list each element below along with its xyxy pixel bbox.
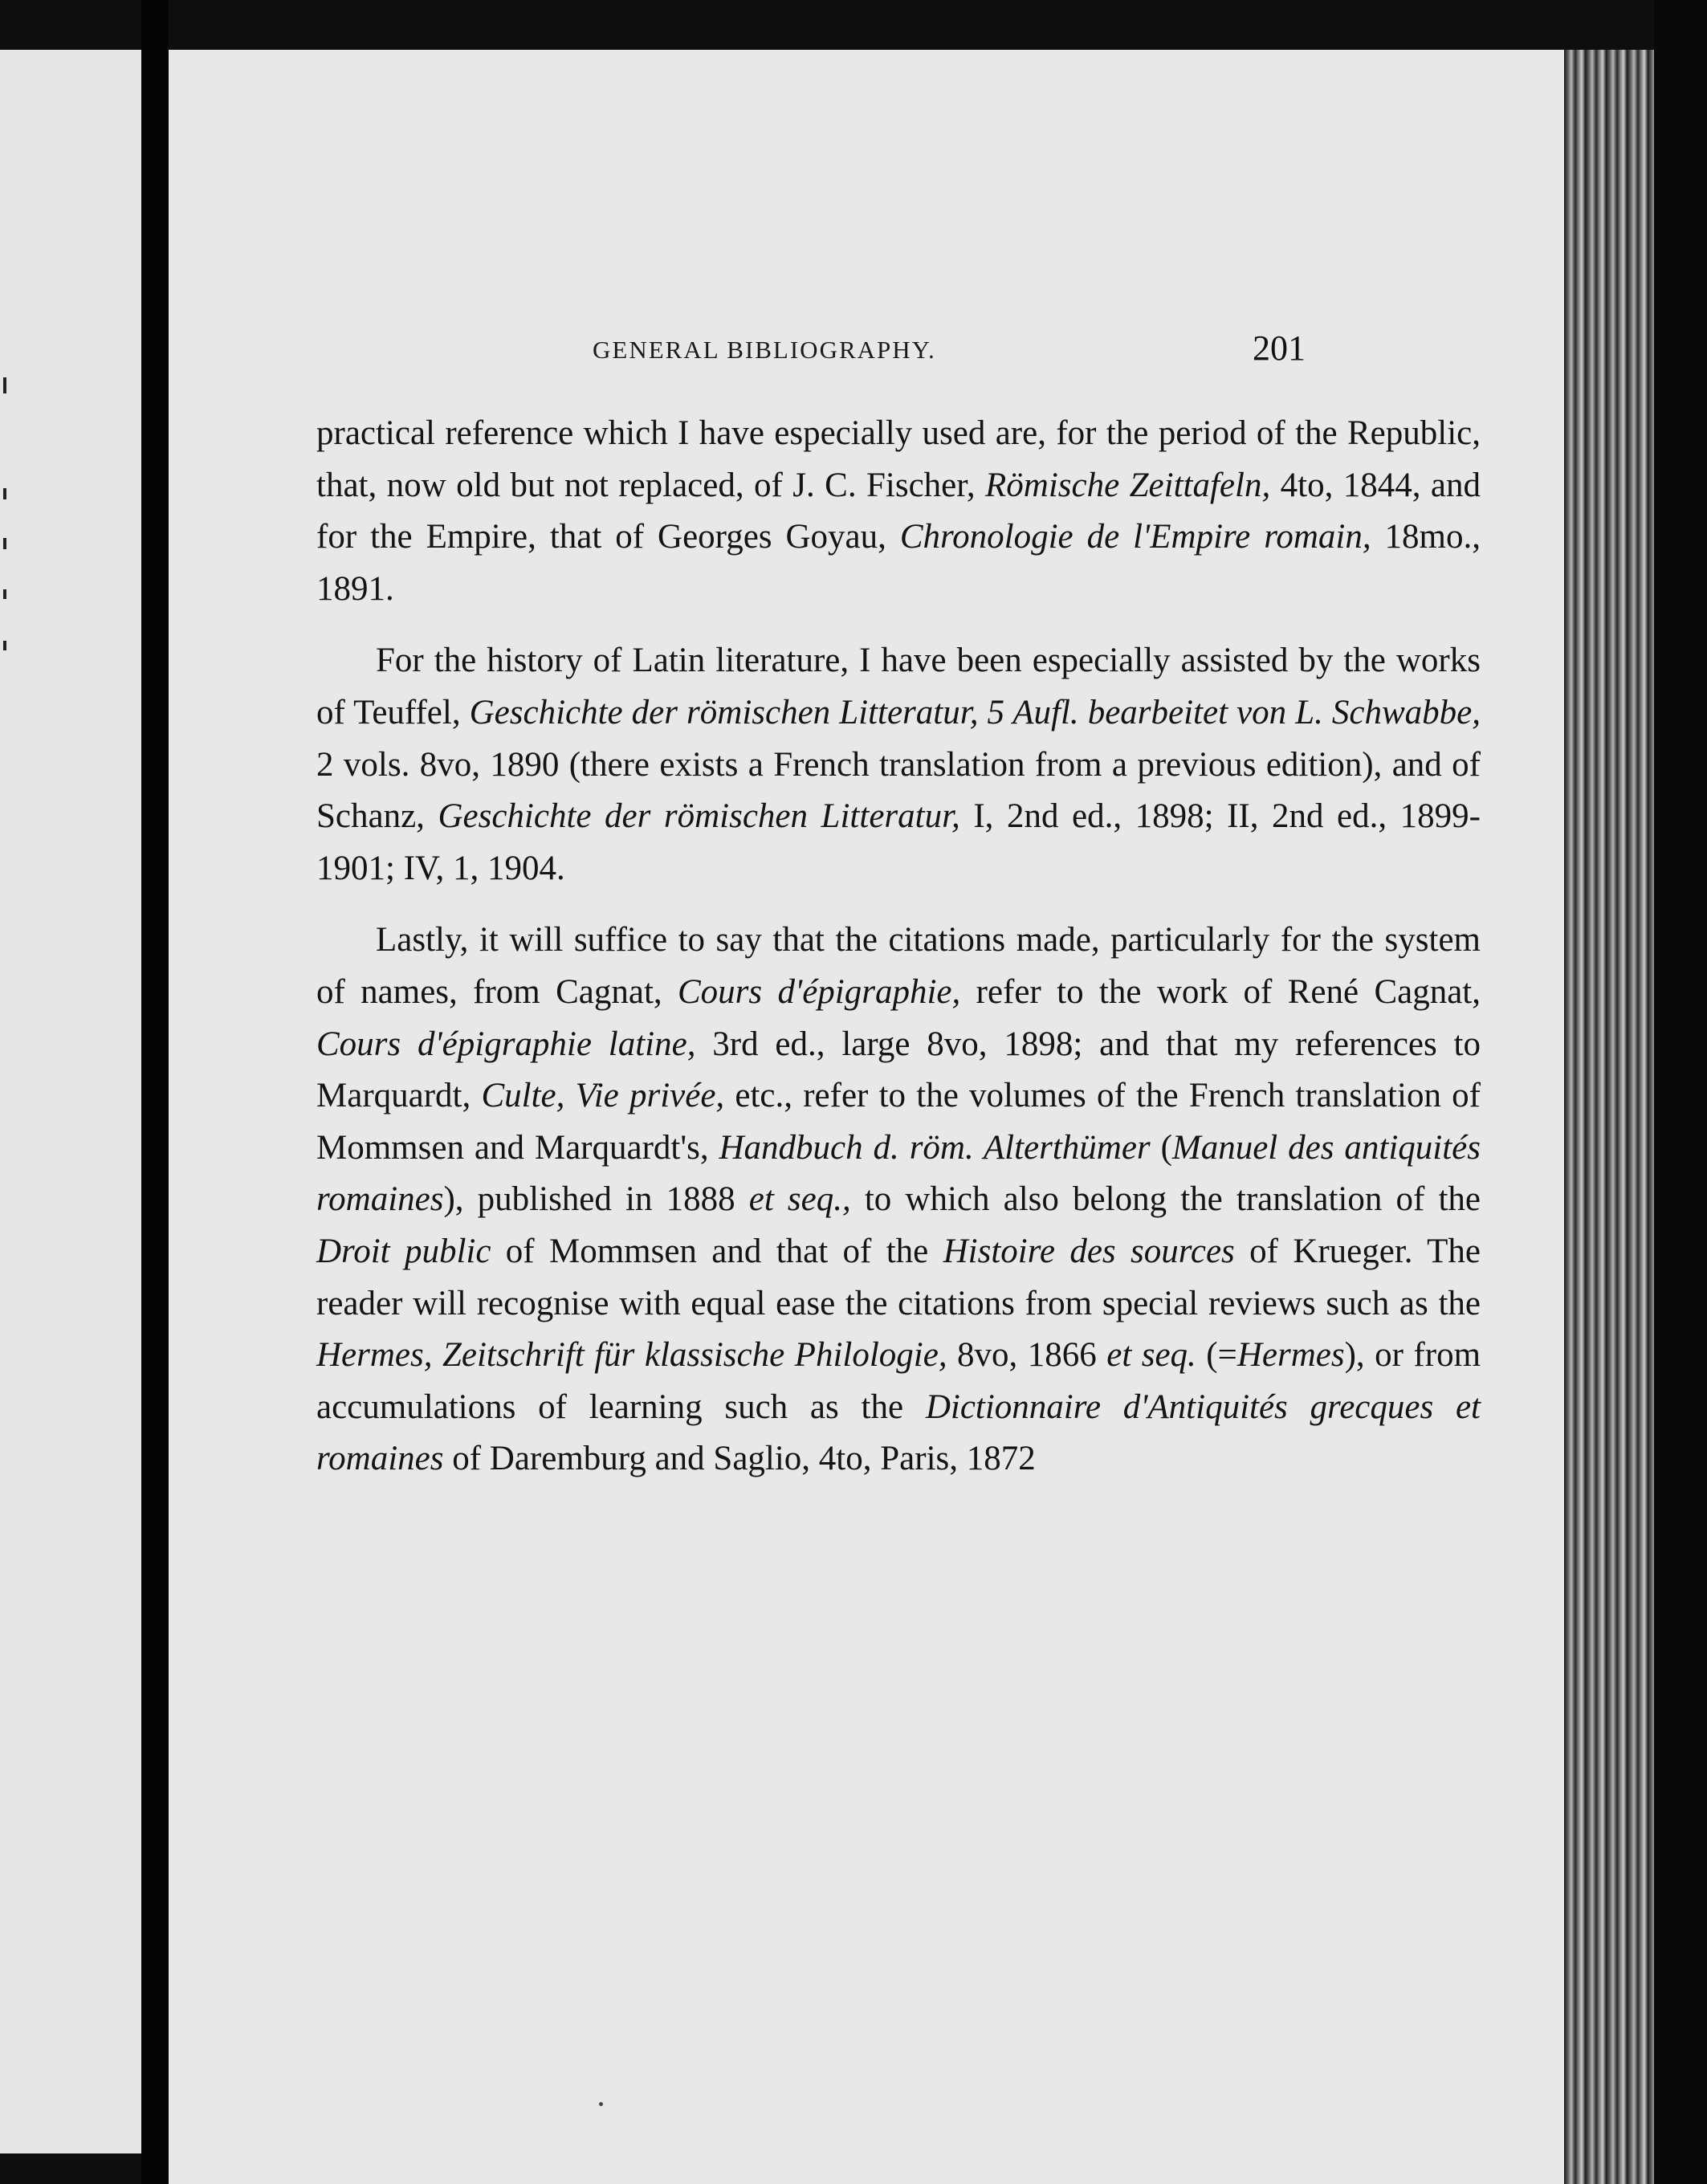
- paragraph: [316, 408, 1481, 615]
- text-run: 8vo, 1866: [947, 1336, 1107, 1375]
- text-run: practical reference which I have especially used are, for the period of the Republic, that, now old but not replaced, of J. C. Fischer,: [316, 414, 1481, 504]
- italic-title: Histoire des sources: [943, 1232, 1235, 1270]
- text-run: of Krueger. The reader will recognise with equal ease the citations from special reviews such as the: [316, 1232, 1481, 1322]
- running-title: GENERAL BIBLIOGRAPHY.: [593, 336, 936, 364]
- text-run: ), or from accumulations of learning such as the: [316, 1336, 1481, 1426]
- body-text: [316, 408, 1481, 1485]
- paragraph: [316, 915, 1481, 1485]
- text-run: 4to, 1844, and for the Empire, that of Georges Goyau,: [316, 466, 1481, 556]
- text-run: (=: [1196, 1336, 1237, 1375]
- book-page: [169, 50, 1564, 2184]
- text-run: 2 vols. 8vo, 1890 (there exists a French translation from a previous edition), and of Schanz,: [316, 745, 1481, 836]
- italic-title: Hermes, Zeitschrift für klassische Philologie,: [316, 1336, 947, 1375]
- italic-title: Chronologie de l'Empire romain,: [899, 518, 1371, 556]
- italic-title: Dictionnaire d'Antiquités grecques et romaines: [316, 1387, 1481, 1478]
- italic-title: Cours d'épigraphie,: [678, 972, 961, 1011]
- italic-title: et seq.,: [748, 1180, 851, 1219]
- page-stack-edge: [1564, 50, 1654, 2184]
- italic-title: et seq.: [1106, 1336, 1196, 1375]
- text-run: etc., refer to the volumes of the French translation of Mommsen and Marquardt's,: [316, 1077, 1481, 1167]
- italic-title: Geschichte der römischen Litteratur,: [438, 797, 960, 836]
- italic-title: Manuel des antiquités romaines: [316, 1128, 1481, 1219]
- text-run: I, 2nd ed., 1898; II, 2nd ed., 1899-1901; IV, 1, 1904.: [316, 797, 1481, 887]
- page-number: 201: [1253, 328, 1306, 368]
- text-run: For the history of Latin literature, I have been especially assisted by the works of Teuffel,: [316, 642, 1481, 731]
- text-run: of Mommsen and that of the: [491, 1232, 943, 1270]
- italic-title: Culte, Vie privée,: [481, 1077, 725, 1115]
- italic-title: Geschichte der römischen Litteratur, 5 Aufl. bearbeitet von L. Schwabbe,: [469, 693, 1481, 731]
- text-run: Lastly, it will suffice to say that the citations made, particularly for the system of names, from Cagnat,: [316, 921, 1481, 1011]
- running-head: [169, 328, 1564, 368]
- text-run: to which also belong the translation of the: [850, 1180, 1481, 1219]
- previous-page-edge: [0, 50, 141, 2153]
- text-run: refer to the work of René Cagnat,: [960, 972, 1481, 1011]
- specimen-dot: [599, 2102, 603, 2106]
- italic-title: Römische Zeittafeln,: [985, 466, 1271, 504]
- italic-title: Hermes: [1236, 1336, 1345, 1375]
- italic-title: Droit public: [316, 1232, 491, 1270]
- italic-title: Handbuch d. röm. Alterthümer: [719, 1128, 1151, 1167]
- italic-title: Cours d'épigraphie latine,: [316, 1025, 696, 1063]
- text-run: ), published in 1888: [443, 1180, 749, 1219]
- text-run: (: [1150, 1128, 1172, 1167]
- text-run: of Daremburg and Saglio, 4to, Paris, 1872: [443, 1440, 1036, 1478]
- paragraph: [316, 635, 1481, 894]
- text-run: 3rd ed., large 8vo, 1898; and that my references to Marquardt,: [316, 1025, 1481, 1115]
- scan-border: [1654, 0, 1707, 2184]
- text-run: 18mo., 1891.: [316, 518, 1481, 608]
- book-gutter: [141, 0, 169, 2184]
